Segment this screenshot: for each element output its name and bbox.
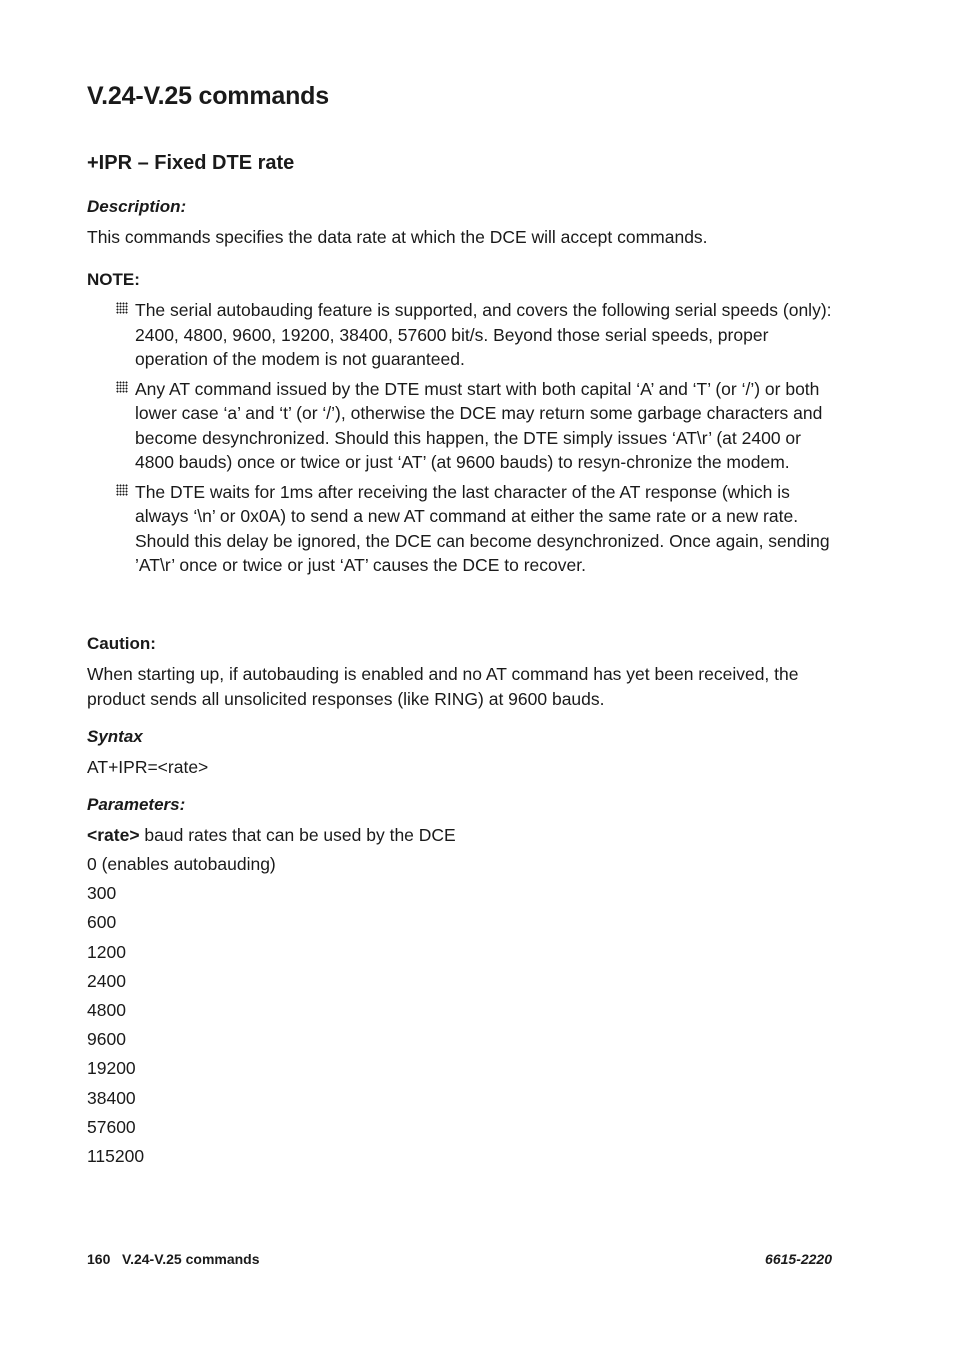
rate-value: 38400 (87, 1087, 136, 1108)
rate-value: 19200 (87, 1058, 136, 1079)
rate-value: 600 (87, 912, 117, 933)
footer-chapter: V.24-V.25 commands (122, 1251, 260, 1267)
note-item-text: Any AT command issued by the DTE must start with both capital ‘A’ and ‘T’ (or ‘/’) or both lower case ‘a’ and ‘t’ (or ‘/’), otherwise the DCE may return some garbage characters and become desynchronized. Should this happen, the DTE simply issues ‘AT\r’ (at 2400 or 4800 bauds) once or twice or just ‘AT’ (at 9600 bauds) to resyn-chronize the modem. (135, 378, 823, 472)
rate-value: 1200 (87, 941, 126, 962)
document-number: 6615-2220 (765, 1251, 832, 1267)
description-label: Description: (87, 197, 187, 216)
list-item (115, 480, 832, 578)
bullet-icon (116, 381, 128, 393)
parameter-description: baud rates that can be used by the DCE (139, 825, 456, 845)
list-item (115, 298, 832, 372)
rate-value: 9600 (87, 1029, 126, 1050)
footer-left (87, 1251, 260, 1267)
rate-value: 2400 (87, 970, 126, 991)
bullet-icon (116, 302, 128, 314)
parameters-label: Parameters: (87, 795, 186, 814)
note-item-text: The serial autobauding feature is supported, and covers the following serial speeds (only): 2400, 4800, 9600, 19200, 38400, 57600 bit/s. Beyond those serial speeds, proper operation of the modem is not guaranteed. (135, 300, 832, 369)
caution-label: Caution: (87, 634, 156, 653)
parameter-name: <rate> (87, 825, 140, 845)
note-label: NOTE: (87, 270, 140, 289)
rate-value: 115200 (87, 1145, 145, 1166)
parameter-definition (87, 823, 832, 848)
bullet-icon (116, 484, 128, 496)
note-item-text: The DTE waits for 1ms after receiving the last character of the AT response (which is always ‘\n’ or 0x0A) to send a new AT command at either the same rate or a new rate. Should this delay be ignored, the DCE can become desynchronized. Once again, sending ’AT\r’ once or twice or just ‘AT’ causes the DCE to recover. (135, 481, 830, 575)
list-item (115, 377, 832, 475)
rate-value: 0 (enables autobauding) (87, 854, 276, 874)
rate-value-list (87, 852, 276, 1173)
note-list (115, 298, 832, 583)
section-title: +IPR – Fixed DTE rate (87, 152, 295, 174)
page-number: 160 (87, 1251, 111, 1267)
caution-text: When starting up, if autobauding is enabled and no AT command has yet been received, the product sends all unsolicited responses (like RING) at 9600 bauds. (87, 664, 799, 709)
rate-value: 57600 (87, 1116, 136, 1137)
description-text: This commands specifies the data rate at which the DCE will accept commands. (87, 227, 708, 247)
rate-value: 4800 (87, 999, 126, 1020)
chapter-title: V.24-V.25 commands (87, 82, 329, 110)
syntax-text: AT+IPR=<rate> (87, 757, 209, 777)
rate-value: 300 (87, 883, 117, 904)
syntax-label: Syntax (87, 727, 143, 746)
